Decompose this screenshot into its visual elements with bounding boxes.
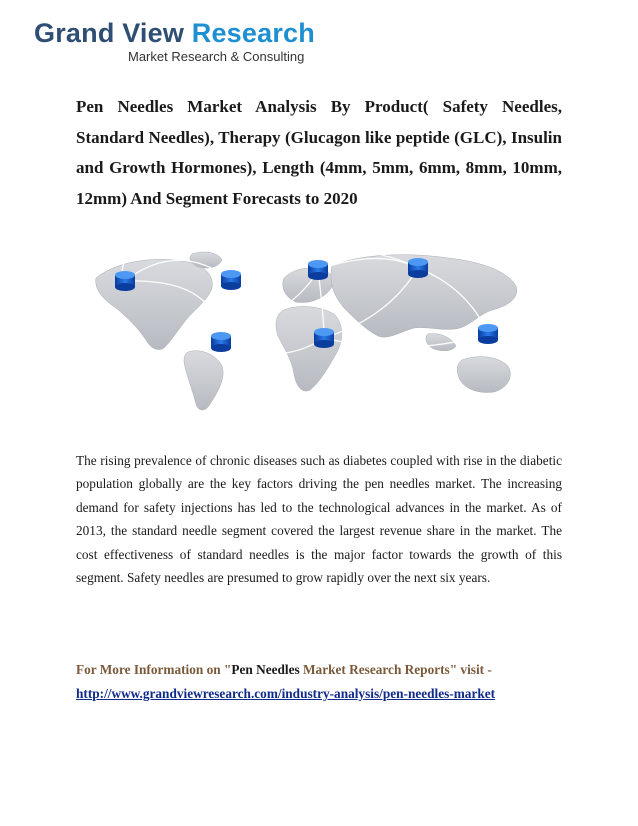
world-network-map-image <box>88 248 550 414</box>
database-icon <box>314 328 334 348</box>
more-info-prefix: For More Information on " <box>76 662 232 677</box>
more-info-highlight: Pen Needles <box>231 662 300 677</box>
report-url-link[interactable]: http://www.grandviewresearch.com/industry-analysis/pen-needles-market <box>76 686 496 701</box>
database-icon <box>308 260 328 280</box>
logo-subtitle: Market Research & Consulting <box>128 49 305 64</box>
database-icon <box>221 270 241 290</box>
logo-title <box>34 18 334 48</box>
north-america-shape <box>96 259 213 349</box>
continents <box>96 252 517 410</box>
australia-shape <box>457 357 510 393</box>
more-information-paragraph <box>76 658 562 706</box>
report-title: Pen Needles Market Analysis By Product( Safety Needles, Standard Needles), Therapy (Glucagon like peptide (GLC), Insulin and Growth Hormones), Length (4mm, 5mm, 6mm, 8mm, 10mm, 12mm) And Segment Forecasts to 2020 <box>76 97 562 208</box>
africa-shape <box>276 307 342 392</box>
database-icon <box>478 324 498 344</box>
database-icon <box>115 271 135 291</box>
database-icon <box>211 332 231 352</box>
south-america-shape <box>184 351 223 410</box>
logo-title-grand-view: Grand View <box>34 18 185 48</box>
database-icon <box>408 258 428 278</box>
report-summary-paragraph: The rising prevalence of chronic diseases such as diabetes coupled with rise in the diabetic population globally are the key factors driving the pen needles market. The increasing demand for safety injections has led to the technological advances in the market. As of 2013, the standard needle segment covered the largest revenue share in the market. The cost effectiveness of standard needles is the major factor towards the growth of this segment. Safety needles are presumed to grow rapidly over the next six years. <box>76 453 562 586</box>
more-info-suffix: Market Research Reports" visit - <box>299 662 492 677</box>
grand-view-research-logo <box>34 18 334 68</box>
logo-title-research: Research <box>191 18 315 48</box>
